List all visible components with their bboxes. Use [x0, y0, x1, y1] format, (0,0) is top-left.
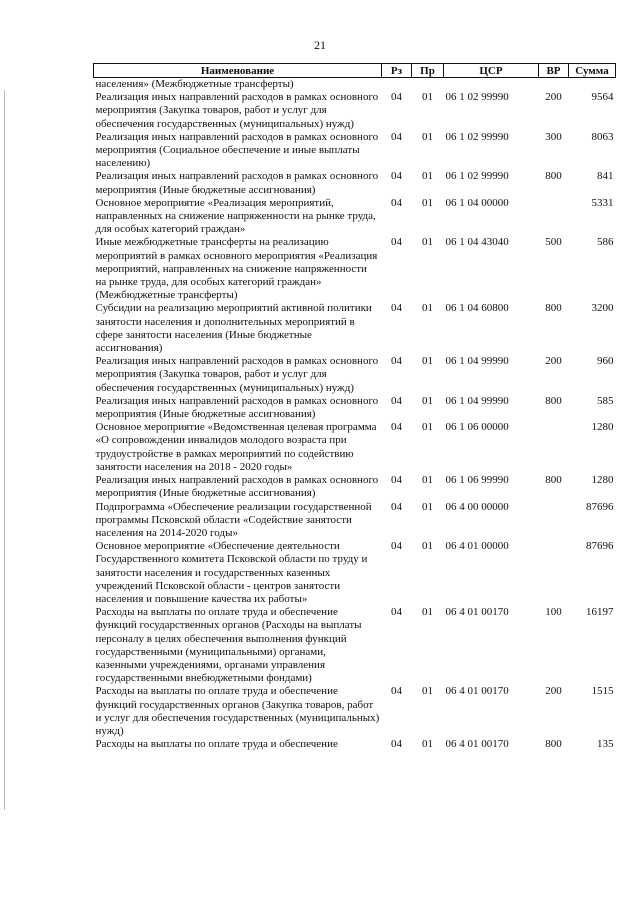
cell-name: Субсидии на реализацию мероприятий активной политики занятости населения и дополнительных мероприятий в сфере занятости населения (Иные бюджетные ассигнования) [95, 302, 372, 355]
cell-name: Расходы на выплаты по оплате труда и обеспечение функций государственных органов (Закупка товаров, работ и услуг для обеспечения государственных (муниципальных) нужд) [95, 685, 380, 737]
cell-pr: 01 [422, 738, 433, 751]
cell-vr: 200 [545, 685, 562, 698]
cell-pr: 01 [422, 91, 433, 104]
cell-vr: 800 [545, 170, 562, 183]
cell-vr: 800 [545, 302, 562, 315]
cell-name: Основное мероприятие «Ведомственная целевая программа «О сопровождении инвалидов молодого возраста при трудоустройстве в рамках мероприятий по содействию занятости населения на 2018 - 2020 годы» [95, 421, 377, 473]
table-row [94, 302, 616, 355]
cell-rz: 04 [391, 302, 402, 315]
cell-name: Основное мероприятие «Обеспечение деятельности Государственного комитета Псковской области по труду и занятости населения и государственных казенных учреждений Псковской области - центров занятости населения и повышение качества их работы» [95, 540, 368, 605]
cell-sum: 5331 [591, 196, 614, 209]
cell-sum: 585 [597, 394, 614, 407]
cell-name: Реализация иных направлений расходов в рамках основного мероприятия (Иные бюджетные ассигнования) [95, 170, 379, 196]
cell-csr: 06 1 02 99990 [445, 91, 509, 104]
cell-vr: 200 [545, 355, 562, 368]
header-name: Наименование [94, 64, 382, 78]
cell-csr: 06 1 04 60800 [445, 302, 509, 315]
cell-pr: 01 [422, 170, 433, 183]
cell-rz: 04 [391, 355, 402, 368]
cell-name: Реализация иных направлений расходов в рамках основного мероприятия (Иные бюджетные ассигнования) [95, 474, 379, 500]
cell-rz: 04 [391, 236, 402, 249]
cell-name: Подпрограмма «Обеспечение реализации государственной программы Псковской области «Содействие занятости населения на 2014-2020 годы» [95, 500, 372, 539]
cell-csr: 06 1 06 99990 [445, 474, 509, 487]
cell-sum: 1515 [591, 685, 614, 698]
budget-table [93, 63, 616, 751]
cell-name: Реализация иных направлений расходов в рамках основного мероприятия (Иные бюджетные ассигнования) [95, 394, 379, 421]
table-row [94, 685, 616, 738]
scan-edge-line [4, 90, 5, 810]
cell-pr: 01 [422, 540, 433, 553]
cell-rz: 04 [391, 474, 402, 487]
cell-name: населения» (Межбюджетные трансферты) [95, 78, 294, 90]
cell-pr: 01 [422, 196, 433, 209]
cell-csr: 06 4 01 00000 [445, 540, 509, 553]
cell-rz: 04 [391, 196, 402, 209]
cell-csr: 06 4 01 00170 [445, 685, 509, 698]
cell-rz: 04 [391, 500, 402, 513]
table-row [94, 501, 616, 541]
cell-name: Расходы на выплаты по оплате труда и обеспечение функций государственных органов (Расходы на выплаты персоналу в целях обеспечения выполнения функций государственными (муниципальными) органами, казенными учреждениями, органами управления государственными внебюджетными фондами) [95, 606, 362, 685]
cell-name: Основное мероприятие «Реализация мероприятий, направленных на снижение напряженности на рынке труда, для особых категорий граждан» [95, 196, 376, 236]
cell-rz: 04 [391, 170, 402, 183]
cell-pr: 01 [422, 302, 433, 315]
table-row [94, 91, 616, 131]
table-row [94, 540, 616, 606]
header-vr: ВР [539, 64, 569, 78]
cell-sum: 1280 [591, 474, 614, 487]
table-header-row [94, 64, 616, 78]
cell-vr [539, 540, 569, 606]
cell-sum: 586 [597, 236, 614, 249]
cell-pr: 01 [422, 606, 433, 619]
cell-pr [412, 78, 444, 92]
table-row [94, 197, 616, 237]
cell-sum: 9564 [591, 91, 614, 104]
cell-csr: 06 1 04 99990 [445, 355, 509, 368]
cell-vr: 800 [545, 474, 562, 487]
cell-pr: 01 [422, 355, 433, 368]
table-row [94, 474, 616, 500]
cell-vr [539, 421, 569, 474]
cell-rz: 04 [391, 540, 402, 553]
cell-rz [382, 78, 412, 92]
table-row [94, 355, 616, 395]
cell-name: Реализация иных направлений расходов в рамках основного мероприятия (Закупка товаров, работ и услуг для обеспечения государственных (муниципальных) нужд) [95, 355, 379, 394]
cell-csr: 06 1 04 99990 [445, 394, 509, 407]
header-rz: Рз [382, 64, 412, 78]
cell-sum: 16197 [586, 606, 614, 619]
cell-csr: 06 1 04 43040 [445, 236, 509, 249]
cell-sum: 87696 [586, 540, 614, 553]
table-row [94, 421, 616, 474]
header-pr: Пр [412, 64, 444, 78]
cell-vr: 300 [545, 130, 562, 143]
table-row [94, 131, 616, 171]
table-row [94, 78, 616, 92]
cell-vr: 100 [545, 606, 562, 619]
cell-name: Реализация иных направлений расходов в рамках основного мероприятия (Закупка товаров, работ и услуг для обеспечения государственных (муниципальных) нужд) [95, 91, 379, 130]
cell-rz: 04 [391, 421, 402, 434]
cell-sum: 3200 [591, 302, 614, 315]
table-row [94, 236, 616, 302]
cell-pr: 01 [422, 474, 433, 487]
cell-sum: 135 [597, 738, 614, 751]
cell-vr: 800 [545, 394, 562, 407]
cell-name: Иные межбюджетные трансферты на реализацию мероприятий в рамках основного мероприятия «Реализация мероприятий, направленных на снижение напряженности на рынке труда, для особых категорий граждан» (Межбюджетные трансферты) [95, 236, 378, 302]
header-csr: ЦСР [444, 64, 539, 78]
cell-csr: 06 4 01 00170 [445, 606, 509, 619]
cell-rz: 04 [391, 91, 402, 104]
cell-csr: 06 1 02 99990 [445, 130, 509, 143]
cell-csr: 06 4 01 00170 [445, 738, 509, 751]
cell-pr: 01 [422, 130, 433, 143]
cell-sum: 960 [597, 355, 614, 368]
cell-sum: 1280 [591, 421, 614, 434]
cell-pr: 01 [422, 394, 433, 407]
cell-csr: 06 1 04 00000 [445, 196, 509, 209]
table-row [94, 170, 616, 196]
table-row [94, 606, 616, 685]
table-row [94, 738, 616, 751]
cell-sum: 8063 [591, 130, 614, 143]
cell-pr: 01 [422, 236, 433, 249]
cell-rz: 04 [391, 685, 402, 698]
cell-rz: 04 [391, 738, 402, 751]
cell-pr: 01 [422, 685, 433, 698]
table-row [94, 395, 616, 421]
cell-name: Расходы на выплаты по оплате труда и обеспечение [95, 738, 338, 751]
cell-vr: 800 [545, 738, 562, 751]
cell-sum: 841 [597, 170, 614, 183]
cell-vr [539, 501, 569, 541]
table-body [94, 78, 616, 752]
cell-vr [539, 197, 569, 237]
cell-csr [444, 78, 539, 92]
cell-pr: 01 [422, 500, 433, 513]
cell-sum: 87696 [586, 500, 614, 513]
cell-csr: 06 1 06 00000 [445, 421, 509, 434]
cell-name: Реализация иных направлений расходов в рамках основного мероприятия (Социальное обеспечение и иные выплаты населению) [95, 130, 379, 170]
header-sum: Сумма [569, 64, 616, 78]
page-number: 21 [314, 38, 326, 52]
cell-rz: 04 [391, 606, 402, 619]
cell-rz: 04 [391, 394, 402, 407]
cell-vr [539, 78, 569, 92]
cell-vr: 200 [545, 91, 562, 104]
cell-sum [569, 78, 616, 92]
cell-csr: 06 1 02 99990 [445, 170, 509, 183]
cell-rz: 04 [391, 130, 402, 143]
cell-pr: 01 [422, 421, 433, 434]
cell-csr: 06 4 00 00000 [445, 500, 509, 513]
cell-vr: 500 [545, 236, 562, 249]
